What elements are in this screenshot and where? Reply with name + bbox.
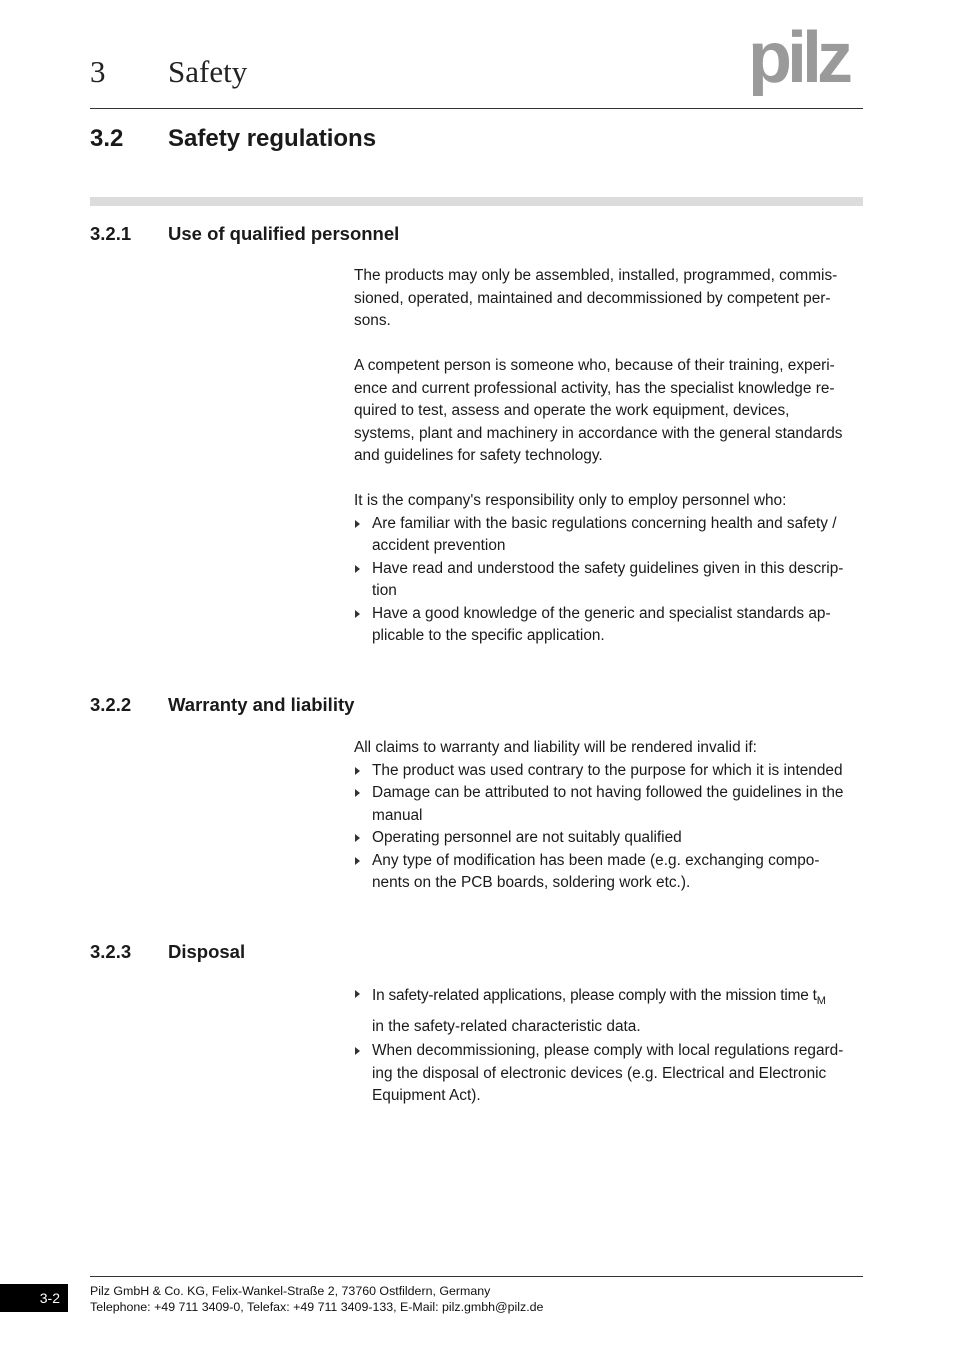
subsection-heading-qualified-personnel bbox=[90, 222, 399, 246]
warranty-body bbox=[354, 737, 866, 895]
bullet-arrow-icon bbox=[355, 610, 360, 618]
chapter-number: 3 bbox=[90, 54, 106, 89]
paragraph: The products may only be assembled, installed, programmed, commis- sioned, operated, maintained and decommissioned by competent per- sons. bbox=[354, 267, 838, 329]
paragraph: It is the company's responsibility only to employ personnel who: bbox=[354, 492, 787, 509]
list-item: The product was used contrary to the purpose for which it is intended bbox=[354, 760, 866, 783]
subsection-number: 3.2.2 bbox=[90, 694, 132, 715]
qualified-personnel-body bbox=[354, 265, 866, 648]
bullet-arrow-icon bbox=[355, 565, 360, 573]
bullet-list bbox=[354, 760, 866, 895]
subsection-number: 3.2.3 bbox=[90, 941, 132, 962]
section-heading bbox=[90, 124, 376, 154]
header-rule bbox=[90, 108, 863, 109]
chapter-title: Safety bbox=[168, 54, 248, 89]
list-item: Are familiar with the basic regulations concerning health and safety / accident prevention bbox=[354, 513, 866, 558]
bullet-list bbox=[354, 513, 866, 648]
subsection-number: 3.2.1 bbox=[90, 223, 132, 244]
pilz-logo bbox=[748, 26, 866, 96]
list-item: Have read and understood the safety guidelines given in this descrip- tion bbox=[354, 558, 866, 603]
bullet-arrow-icon bbox=[355, 767, 360, 775]
bullet-arrow-icon bbox=[355, 857, 360, 865]
bullet-arrow-icon bbox=[355, 789, 360, 797]
subsection-title: Use of qualified personnel bbox=[168, 223, 400, 244]
bullet-arrow-icon bbox=[355, 1047, 360, 1055]
footer-line: Telephone: +49 711 3409-0, Telefax: +49 711 3409-133, E-Mail: pilz.gmbh@pilz.de bbox=[90, 1300, 544, 1314]
section-number: 3.2 bbox=[90, 125, 124, 152]
subsection-title: Disposal bbox=[168, 941, 246, 962]
bullet-list bbox=[354, 983, 866, 1108]
paragraph: All claims to warranty and liability will be rendered invalid if: bbox=[354, 739, 757, 756]
footer-address bbox=[90, 1283, 543, 1315]
bullet-arrow-icon bbox=[355, 990, 360, 998]
subsection-title: Warranty and liability bbox=[168, 694, 355, 715]
footer-rule bbox=[90, 1276, 863, 1277]
bullet-arrow-icon bbox=[355, 834, 360, 842]
paragraph: A competent person is someone who, because of their training, experi- ence and current professional activity, has the specialist knowledge re- quired to test, assess and operate the work equipment, devices, systems, plant and machinery in accordance with the general standards and guidelines for safety technology. bbox=[354, 357, 843, 464]
list-item: Damage can be attributed to not having followed the guidelines in the manual bbox=[354, 782, 866, 827]
list-item: In safety-related applications, please comply with the mission time $t_M$ in the safety-related characteristic data. bbox=[354, 983, 866, 1040]
page-number: 3-2 bbox=[0, 1284, 68, 1312]
list-item: Any type of modification has been made (e.g. exchanging compo- nents on the PCB boards, soldering work etc.). bbox=[354, 850, 866, 895]
disposal-body bbox=[354, 983, 866, 1108]
section-divider-bar bbox=[90, 197, 863, 206]
bullet-arrow-icon bbox=[355, 520, 360, 528]
section-title: Safety regulations bbox=[168, 125, 377, 152]
list-item: Have a good knowledge of the generic and specialist standards ap- plicable to the specific application. bbox=[354, 603, 866, 648]
footer-line: Pilz GmbH & Co. KG, Felix-Wankel-Straße 2, 73760 Ostfildern, Germany bbox=[90, 1284, 491, 1298]
logo-text: pilz bbox=[748, 26, 848, 96]
subsection-heading-warranty bbox=[90, 693, 354, 717]
list-item: When decommissioning, please comply with local regulations regard- ing the disposal of electronic devices (e.g. Electrical and Electronic Equipment Act). bbox=[354, 1040, 866, 1108]
subsection-heading-disposal bbox=[90, 940, 245, 964]
list-item: Operating personnel are not suitably qualified bbox=[354, 827, 866, 850]
